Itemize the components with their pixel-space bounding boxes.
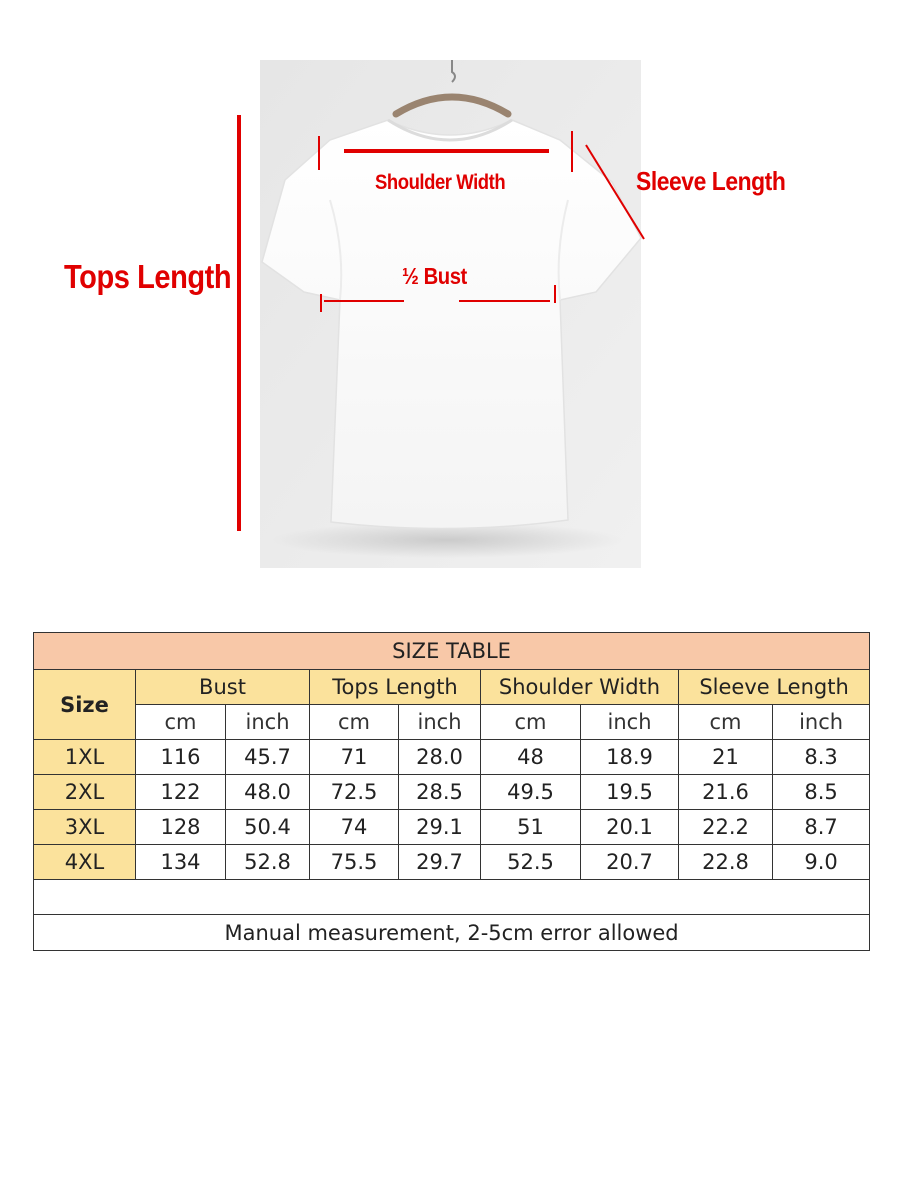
value-cell: 45.7 — [226, 740, 310, 775]
note-row — [34, 915, 870, 951]
value-cell: 29.1 — [399, 810, 481, 845]
value-cell: 8.5 — [773, 775, 870, 810]
size-column-header: Size — [34, 670, 136, 740]
table-row — [34, 845, 870, 880]
value-cell: 48 — [481, 740, 581, 775]
value-cell: 19.5 — [581, 775, 679, 810]
value-cell: 52.5 — [481, 845, 581, 880]
value-cell: 75.5 — [310, 845, 399, 880]
table-row — [34, 810, 870, 845]
size-cell: 3XL — [34, 810, 136, 845]
value-cell: 134 — [136, 845, 226, 880]
value-cell: 52.8 — [226, 845, 310, 880]
unit-header: inch — [226, 705, 310, 740]
value-cell: 8.3 — [773, 740, 870, 775]
blank-row — [34, 880, 870, 915]
shoulder-width-label: Shoulder Width — [375, 171, 506, 194]
unit-header-row — [34, 705, 870, 740]
table-title: SIZE TABLE — [34, 633, 870, 670]
value-cell: 20.1 — [581, 810, 679, 845]
bust-header: Bust — [136, 670, 310, 705]
tops-length-header: Tops Length — [310, 670, 481, 705]
measurement-note: Manual measurement, 2-5cm error allowed — [34, 915, 870, 951]
unit-header: inch — [399, 705, 481, 740]
value-cell: 48.0 — [226, 775, 310, 810]
size-table — [33, 632, 870, 951]
size-cell: 1XL — [34, 740, 136, 775]
shoulder-width-header: Shoulder Width — [481, 670, 679, 705]
value-cell: 9.0 — [773, 845, 870, 880]
unit-header: cm — [136, 705, 226, 740]
table-row — [34, 740, 870, 775]
value-cell: 29.7 — [399, 845, 481, 880]
value-cell: 21.6 — [679, 775, 773, 810]
unit-header: cm — [310, 705, 399, 740]
half-bust-label: ½ Bust — [402, 263, 467, 289]
group-header-row — [34, 670, 870, 705]
unit-header: inch — [773, 705, 870, 740]
value-cell: 22.8 — [679, 845, 773, 880]
value-cell: 22.2 — [679, 810, 773, 845]
value-cell: 71 — [310, 740, 399, 775]
size-cell: 2XL — [34, 775, 136, 810]
value-cell: 18.9 — [581, 740, 679, 775]
tops-length-label: Tops Length — [64, 258, 232, 295]
sleeve-length-label: Sleeve Length — [636, 166, 786, 196]
unit-header: cm — [679, 705, 773, 740]
value-cell: 122 — [136, 775, 226, 810]
table-row — [34, 775, 870, 810]
value-cell: 49.5 — [481, 775, 581, 810]
value-cell: 50.4 — [226, 810, 310, 845]
blank-cell — [34, 880, 870, 915]
value-cell: 21 — [679, 740, 773, 775]
table-title-row — [34, 633, 870, 670]
value-cell: 72.5 — [310, 775, 399, 810]
sleeve-length-header: Sleeve Length — [679, 670, 870, 705]
value-cell: 20.7 — [581, 845, 679, 880]
value-cell: 28.0 — [399, 740, 481, 775]
value-cell: 8.7 — [773, 810, 870, 845]
value-cell: 128 — [136, 810, 226, 845]
unit-header: inch — [581, 705, 679, 740]
value-cell: 51 — [481, 810, 581, 845]
value-cell: 28.5 — [399, 775, 481, 810]
value-cell: 116 — [136, 740, 226, 775]
unit-header: cm — [481, 705, 581, 740]
value-cell: 74 — [310, 810, 399, 845]
size-cell: 4XL — [34, 845, 136, 880]
